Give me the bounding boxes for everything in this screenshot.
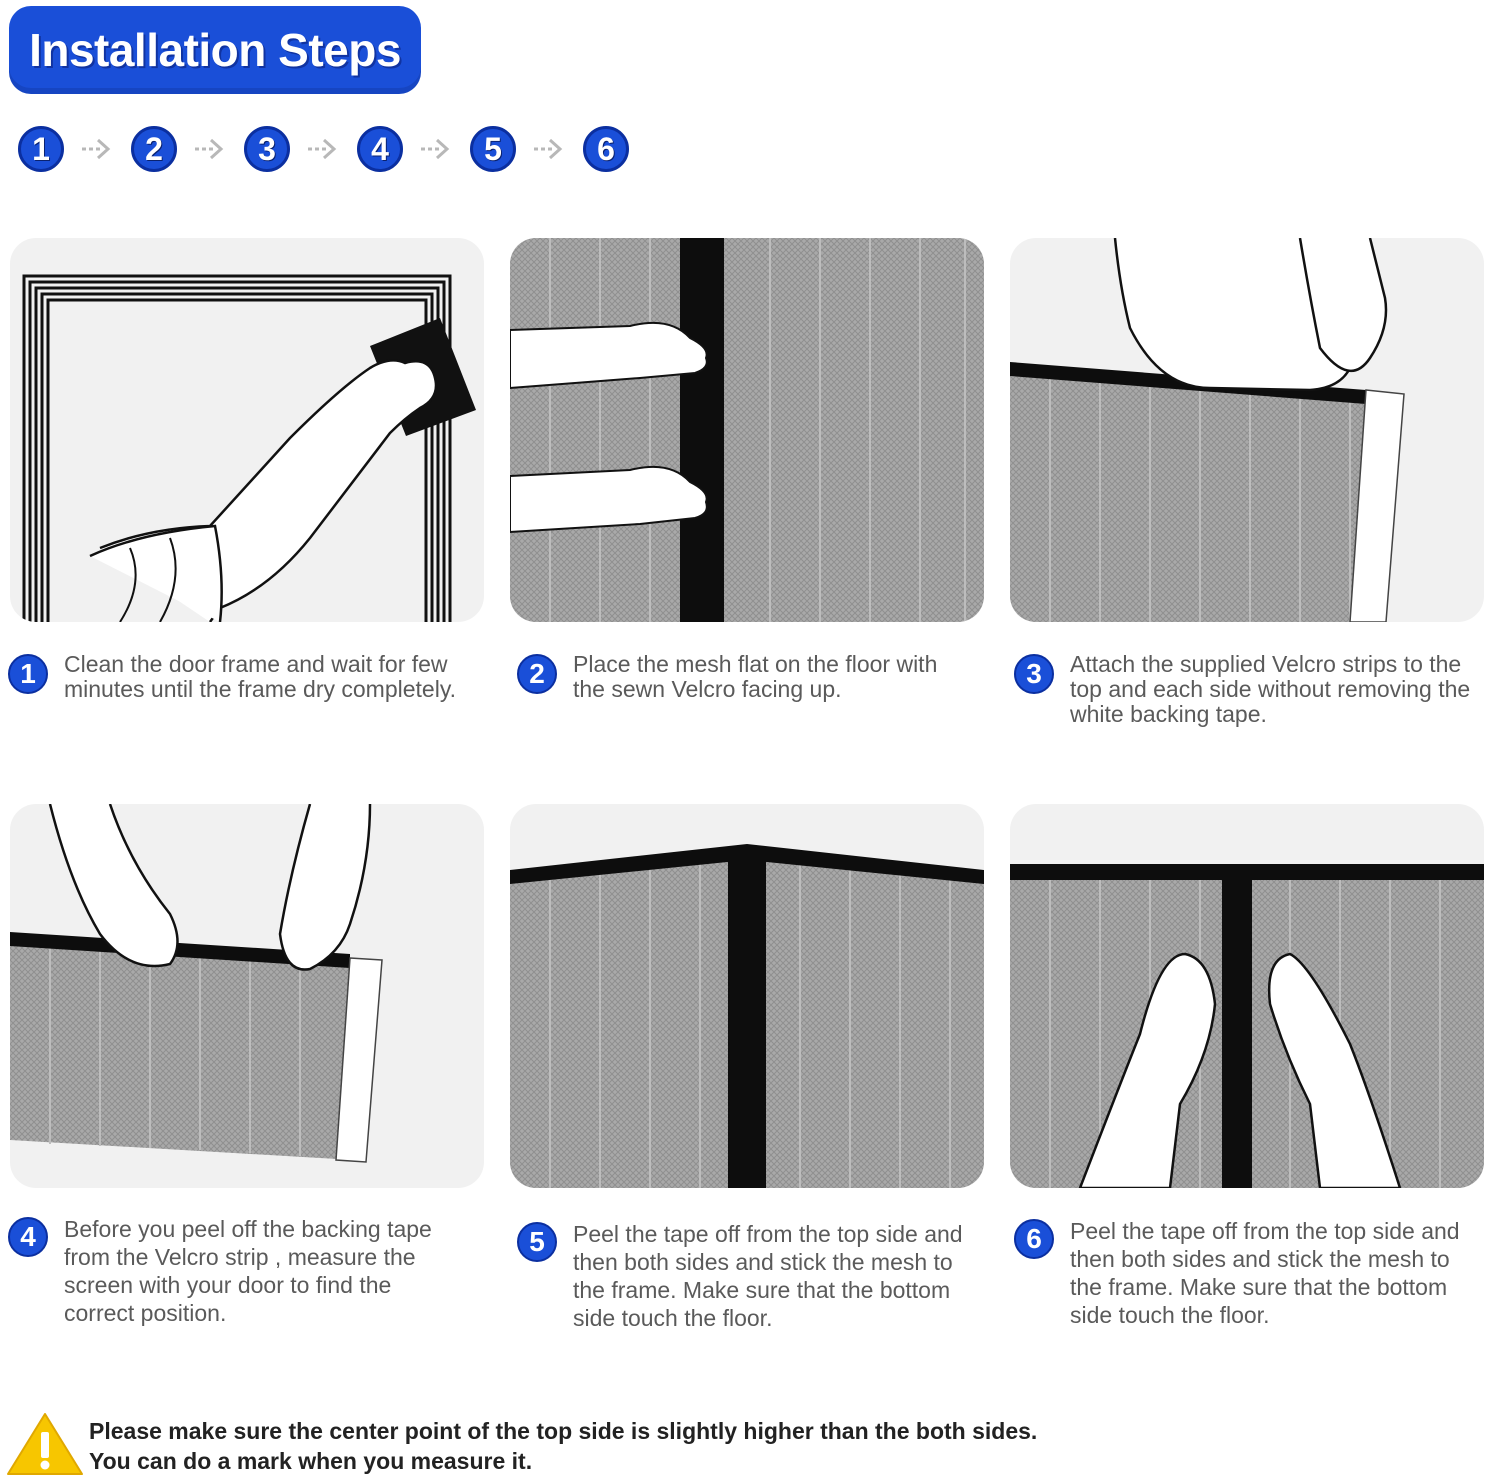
step-1-caption [8, 652, 488, 702]
step-1-illustration [10, 238, 484, 622]
step-3-text: Attach the supplied Velcro strips to the top and each side without removing the white backing tape. [1070, 651, 1471, 727]
step-badge-1: 1 [18, 126, 64, 172]
step-badge-3: 3 [244, 126, 290, 172]
step-number-badge: 3 [1014, 654, 1054, 694]
step-3-illustration [1010, 238, 1484, 622]
step-2-caption [517, 652, 977, 702]
warning-note [6, 1408, 1486, 1474]
step-6-illustration [1010, 804, 1484, 1188]
step-1-text: Clean the door frame and wait for few minutes until the frame dry completely. [64, 651, 457, 702]
chevron-right-icon [532, 134, 566, 164]
step-6-caption [1014, 1217, 1488, 1329]
step-number-badge: 1 [8, 654, 48, 694]
step-5-illustration [510, 804, 984, 1188]
chevron-right-icon [193, 134, 227, 164]
step-number-badge: 4 [8, 1217, 48, 1257]
chevron-right-icon [419, 134, 453, 164]
step-badge-5: 5 [470, 126, 516, 172]
step-4-caption [8, 1215, 488, 1327]
step-2-illustration [510, 238, 984, 622]
step-number-badge: 5 [517, 1222, 557, 1262]
page-title: Installation Steps [29, 24, 401, 76]
step-5-text: Peel the tape off from the top side and then both sides and stick the mesh to the frame. Make sure that the bottom side touch the floor. [573, 1221, 963, 1331]
step-number-badge: 2 [517, 654, 557, 694]
step-4-illustration [10, 804, 484, 1188]
step-4-text: Before you peel off the backing tape from the Velcro strip , measure the screen with your door to find the correct position. [64, 1216, 432, 1326]
warning-line-2: You can do a mark when you measure it. [89, 1448, 533, 1474]
step-3-caption [1014, 652, 1488, 727]
warning-triangle-icon [6, 1412, 84, 1476]
warning-text [89, 1416, 1037, 1476]
step-6-text: Peel the tape off from the top side and then both sides and stick the mesh to the frame. Make sure that the bottom side touch the floor. [1070, 1218, 1460, 1328]
step-2-text: Place the mesh flat on the floor with the sewn Velcro facing up. [573, 651, 938, 702]
chevron-right-icon [306, 134, 340, 164]
chevron-right-icon [80, 134, 114, 164]
step-badge-4: 4 [357, 126, 403, 172]
step-badge-6: 6 [583, 126, 629, 172]
step-5-caption [517, 1220, 987, 1332]
step-badge-2: 2 [131, 126, 177, 172]
step-number-badge: 6 [1014, 1219, 1054, 1259]
warning-line-1: Please make sure the center point of the top side is slightly higher than the both sides. [89, 1418, 1038, 1444]
title-banner [9, 6, 421, 94]
